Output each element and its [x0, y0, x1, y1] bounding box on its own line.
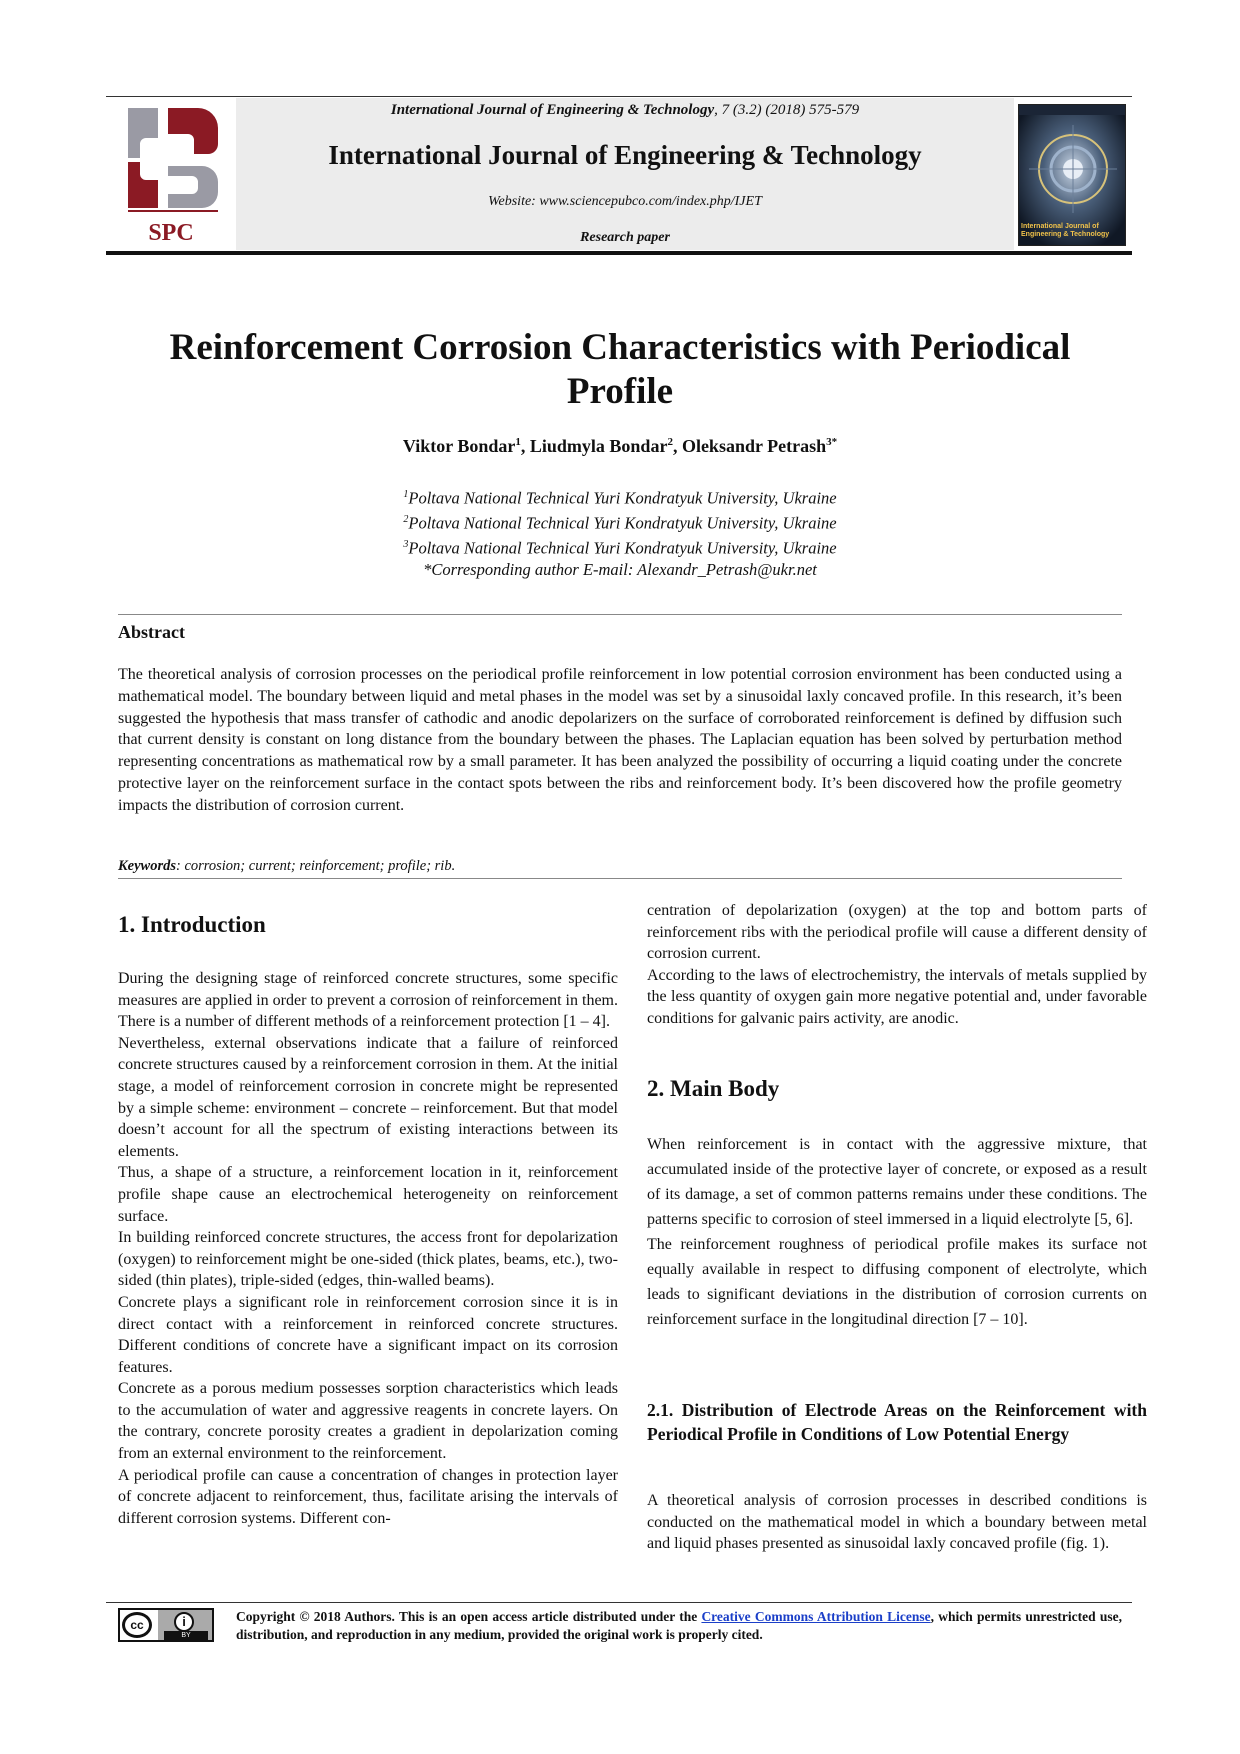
paragraph: A periodical profile can cause a concentration of changes in protection layer of concrete adjacent to reinforcement, thus, facilitate arising the intervals of different corrosion systems. Different con-: [118, 1466, 618, 1527]
title-line-2: Profile: [566, 371, 674, 412]
author-sup: 1: [515, 436, 521, 448]
keywords-text: : corrosion; current; reinforcement; profile; rib.: [176, 858, 456, 874]
by-label: BY: [164, 1631, 208, 1640]
keywords-label: Keywords: [118, 858, 176, 874]
paper-title: [120, 326, 1120, 414]
author-name: Viktor Bondar: [402, 436, 516, 456]
header-bottom-rule: [106, 251, 1132, 255]
paragraph: Concrete plays a significant role in reinforcement corrosion since it is in direct contact with a reinforcement in reinforced concrete structures. Different conditions of concrete have a significant impact on its corrosion features.: [118, 1293, 618, 1376]
copyright-text-start: Copyright © 2018 Authors. This is an open access article distributed under the: [236, 1609, 702, 1624]
paragraph: In building reinforced concrete structures, the access front for depolarization (oxygen) to reinforcement might be one-sided (thick plates, beams, etc.), two-sided (thin plates), triple-sided (edges, thin-walled beams).: [118, 1229, 618, 1290]
journal-name: International Journal of Engineering & Technology: [328, 140, 922, 170]
introduction-column: [118, 968, 618, 1529]
paragraph: Concrete as a porous medium possesses sorption characteristics which leads to the accumulation of water and aggressive reagents in concrete layers. On the contrary, concrete porosity creates a gradient in depolarization coming from an external environment to the reinforcement.: [118, 1380, 618, 1463]
corresponding-author: *Corresponding author E-mail: Alexandr_Petrash@ukr.net: [423, 560, 817, 579]
introduction-continued: [647, 900, 1147, 1030]
keywords-line: [118, 858, 1122, 875]
subsection-column: [647, 1490, 1147, 1555]
affiliation-sup: 1: [403, 489, 409, 500]
affiliation-text: Poltava National Technical Yuri Kondratyuk University, Ukraine: [408, 538, 837, 558]
header-top-rule: [106, 96, 1132, 97]
affiliation: [120, 534, 1120, 559]
affiliation: [120, 484, 1120, 509]
publisher-logo: [118, 104, 224, 248]
abstract-top-rule: [118, 614, 1122, 615]
section-heading-main-body: 2. Main Body: [647, 1076, 780, 1101]
affiliation-text: Poltava National Technical Yuri Kondratyuk University, Ukraine: [408, 513, 837, 533]
author-separator: ,: [520, 436, 530, 456]
copyright-text-end: , which permits unrestricted use, distribution, and reproduction in any medium, provided the original work is properly cited.: [236, 1609, 1122, 1642]
citation-journal: International Journal of Engineering & Technology: [390, 102, 715, 118]
logo-text: SPC: [148, 220, 194, 246]
citation-ref: , 7 (3.2) (2018) 575-579: [714, 102, 860, 118]
cc-by-panel: [158, 1610, 212, 1640]
affiliation-sup: 3: [403, 539, 409, 550]
paragraph: Nevertheless, external observations indicate that a failure of reinforced concrete structures caused by a reinforcement corrosion in them. At the initial stage, a model of reinforcement corrosion in concrete might be represented by a simple scheme: environment – concrete – reinforcement. But that model doesn’t account for all the spectrum of existing interactions between its elements.: [118, 1034, 618, 1160]
paragraph: centration of depolarization (oxygen) at the top and bottom parts of reinforcement ribs with the periodical profile will cause a different density of corrosion current.: [647, 902, 1147, 963]
header-band: [236, 98, 1014, 250]
author-name: Liudmyla Bondar: [529, 436, 668, 456]
author-list: [120, 436, 1120, 457]
citation-line: [236, 102, 1014, 119]
attribution-person-icon: i: [174, 1612, 194, 1632]
title-line-1: Reinforcement Corrosion Characteristics with Periodical: [169, 327, 1071, 368]
license-link[interactable]: Creative Commons Attribution License: [701, 1609, 931, 1624]
keywords-rule: [118, 878, 1122, 879]
paragraph: When reinforcement is in contact with the aggressive mixture, that accumulated inside of the protective layer of concrete, or exposed as a result of its damage, a set of common patterns remains under these conditions. The patterns specific to corrosion of steel immersed in a liquid electrolyte [5, 6].: [647, 1136, 1147, 1228]
paragraph: Thus, a shape of a structure, a reinforcement location in it, reinforcement profile shape cause an electrochemical heterogeneity on reinforcement surface.: [118, 1164, 618, 1225]
paragraph: According to the laws of electrochemistry, the intervals of metals supplied by the less quantity of oxygen gain more negative potential and, under favorable conditions for galvanic pairs activity, are anodic.: [647, 966, 1147, 1027]
affiliation-text: Poltava National Technical Yuri Kondratyuk University, Ukraine: [408, 488, 837, 508]
abstract-body: The theoretical analysis of corrosion processes on the periodical profile reinforcement in low potential corrosion environment has been conducted using a mathematical model. The boundary between liquid and metal phases in the model was set by a sinusoidal laxly concaved profile. In this research, it’s been suggested the hypothesis that mass transfer of cathodic and anodic depolarizers on the surface of corroborated reinforcement is defined by diffusion such that current density is constant on long distance from the boundary between the phases. The Laplacian equation has been solved by perturbation method representing concentrations as mathematical row by a small parameter. It has been analyzed the possibility of occurring a liquid coating under the concrete protective layer on the reinforcement surface in the contact spots between the ribs and reinforcement body. It’s been discovered how the profile geometry impacts the distribution of corrosion current.: [118, 666, 1122, 814]
author-separator: ,: [672, 436, 682, 456]
cc-by-badge[interactable]: [118, 1608, 214, 1642]
journal-website: Website: www.sciencepubco.com/index.php/IJET: [488, 194, 762, 209]
footer-rule: [106, 1602, 1132, 1603]
author-name: Oleksandr Petrash: [681, 436, 827, 456]
main-body-column: [647, 1132, 1147, 1332]
abstract-heading: Abstract: [118, 622, 185, 642]
journal-cover: [1018, 104, 1126, 246]
affiliation: [120, 509, 1120, 534]
paragraph: During the designing stage of reinforced concrete structures, some specific measures are applied in order to prevent a corrosion of reinforcement in them. There is a number of different methods of a reinforcement protection [1 – 4].: [118, 970, 618, 1031]
affiliation-sup: 2: [403, 514, 409, 525]
paper-type: Research paper: [580, 230, 670, 245]
affiliation-list: [120, 484, 1120, 581]
author-sup: 2: [667, 436, 673, 448]
cc-icon: cc: [122, 1612, 152, 1638]
author-sup: 3*: [826, 436, 838, 448]
subsection-heading: 2.1. Distribution of Electrode Areas on the Reinforcement with Periodical Profile in Conditions of Low Potential Energy: [647, 1400, 1147, 1444]
paragraph: The reinforcement roughness of periodical profile makes its surface not equally available in respect to diffusing component of electrolyte, which leads to significant deviations in the distribution of corrosion currents on reinforcement surface in the longitudinal direction [7 – 10].: [647, 1236, 1147, 1328]
copyright-notice: [236, 1608, 1122, 1644]
spc-logo-icon: [118, 104, 224, 248]
section-heading-introduction: 1. Introduction: [118, 912, 266, 937]
cover-title: International Journal of Engineering & Technology: [1021, 223, 1110, 238]
paragraph: A theoretical analysis of corrosion processes in described conditions is conducted on the mathematical model in which a boundary between metal and liquid phases presented as sinusoidal laxly concaved profile (fig. 1).: [647, 1492, 1147, 1553]
